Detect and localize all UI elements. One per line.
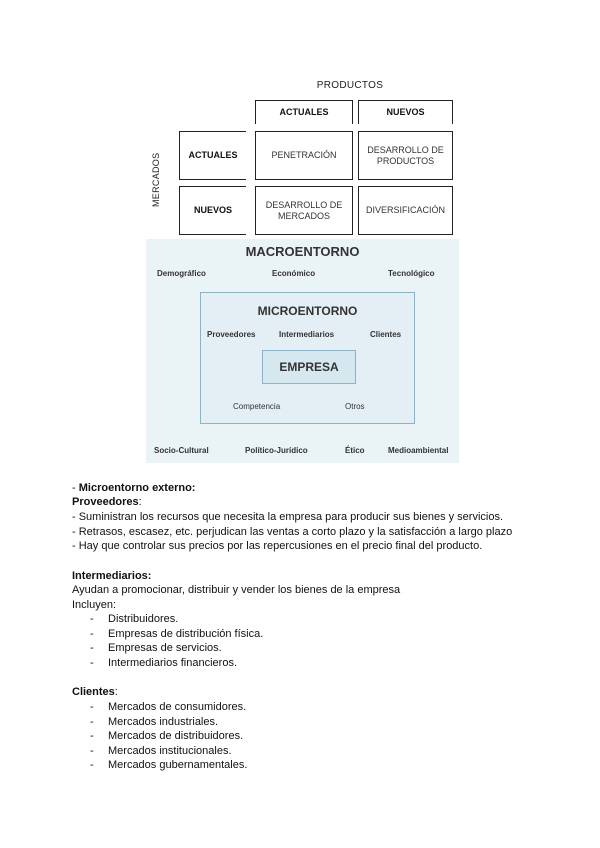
- proveedores-line: - Hay que controlar sus precios por las repercusiones en el precio final del producto.: [72, 540, 483, 552]
- list-item: - Mercados de consumidores.: [90, 701, 247, 713]
- clientes-list: [72, 700, 247, 773]
- row-header-actuales: ACTUALES: [179, 131, 246, 180]
- factor-economico: Económico: [272, 269, 316, 278]
- microentorno-title: MICROENTORNO: [257, 304, 358, 318]
- cell-desarrollo-productos: DESARROLLO DE PRODUCTOS: [358, 131, 453, 180]
- list-item: - Intermediarios financieros.: [90, 656, 238, 669]
- actor-proveedores: Proveedores: [207, 330, 256, 339]
- list-item: - Mercados industriales.: [90, 715, 219, 728]
- clientes-heading: Clientes:: [72, 686, 118, 698]
- incluyen-label: Incluyen:: [72, 599, 117, 611]
- col-header-nuevos: NUEVOS: [358, 100, 453, 124]
- intermediarios-heading: Intermediarios:: [72, 570, 152, 582]
- list-item: - Mercados gubernamentales.: [90, 759, 248, 772]
- cell-penetracion: PENETRACIÓN: [255, 131, 353, 180]
- cell-desarrollo-mercados: DESARROLLO DE MERCADOS: [255, 186, 353, 235]
- actor-clientes: Clientes: [370, 330, 402, 339]
- actor-otros: Otros: [345, 402, 365, 411]
- intermediarios-list: [72, 612, 263, 670]
- factor-etico: Ético: [345, 446, 365, 455]
- intermediarios-description: Ayudan a promocionar, distribuir y vender los bienes de la empresa: [72, 584, 401, 596]
- list-item: - Distribuidores.: [90, 613, 179, 625]
- cell-diversificacion: DIVERSIFICACIÓN: [358, 186, 453, 235]
- factor-politico-juridico: Político-Jurídico: [245, 446, 308, 455]
- col-header-actuales: ACTUALES: [255, 100, 353, 124]
- list-item: - Empresas de servicios.: [90, 642, 222, 655]
- list-item: - Mercados institucionales.: [90, 744, 232, 757]
- factor-medioambiental: Medioambiental: [388, 446, 449, 455]
- factor-socio-cultural: Socio-Cultural: [154, 446, 209, 455]
- productos-axis-label: PRODUCTOS: [316, 80, 384, 91]
- actor-intermediarios: Intermediarios: [279, 330, 335, 339]
- list-item: - Empresas de distribución física.: [90, 627, 264, 640]
- macroentorno-title: MACROENTORNO: [245, 244, 360, 259]
- mercados-axis-label: MERCADOS: [151, 152, 161, 207]
- proveedores-line: - Suministran los recursos que necesita la empresa para producir sus bienes y servicios.: [72, 511, 504, 523]
- empresa-box: EMPRESA: [262, 350, 356, 384]
- proveedores-heading: Proveedores:: [72, 496, 142, 508]
- row-header-nuevos: NUEVOS: [179, 186, 246, 235]
- actor-competencia: Competencia: [233, 402, 281, 411]
- proveedores-line: - Retrasos, escasez, etc. perjudican las ventas a corto plazo y la satisfacción a largo plazo: [72, 526, 513, 538]
- microentorno-heading: - Microentorno externo:: [72, 482, 196, 494]
- factor-demografico: Demográfico: [157, 269, 206, 278]
- list-item: - Mercados de distribuidores.: [90, 730, 244, 743]
- factor-tecnologico: Tecnológico: [388, 269, 435, 278]
